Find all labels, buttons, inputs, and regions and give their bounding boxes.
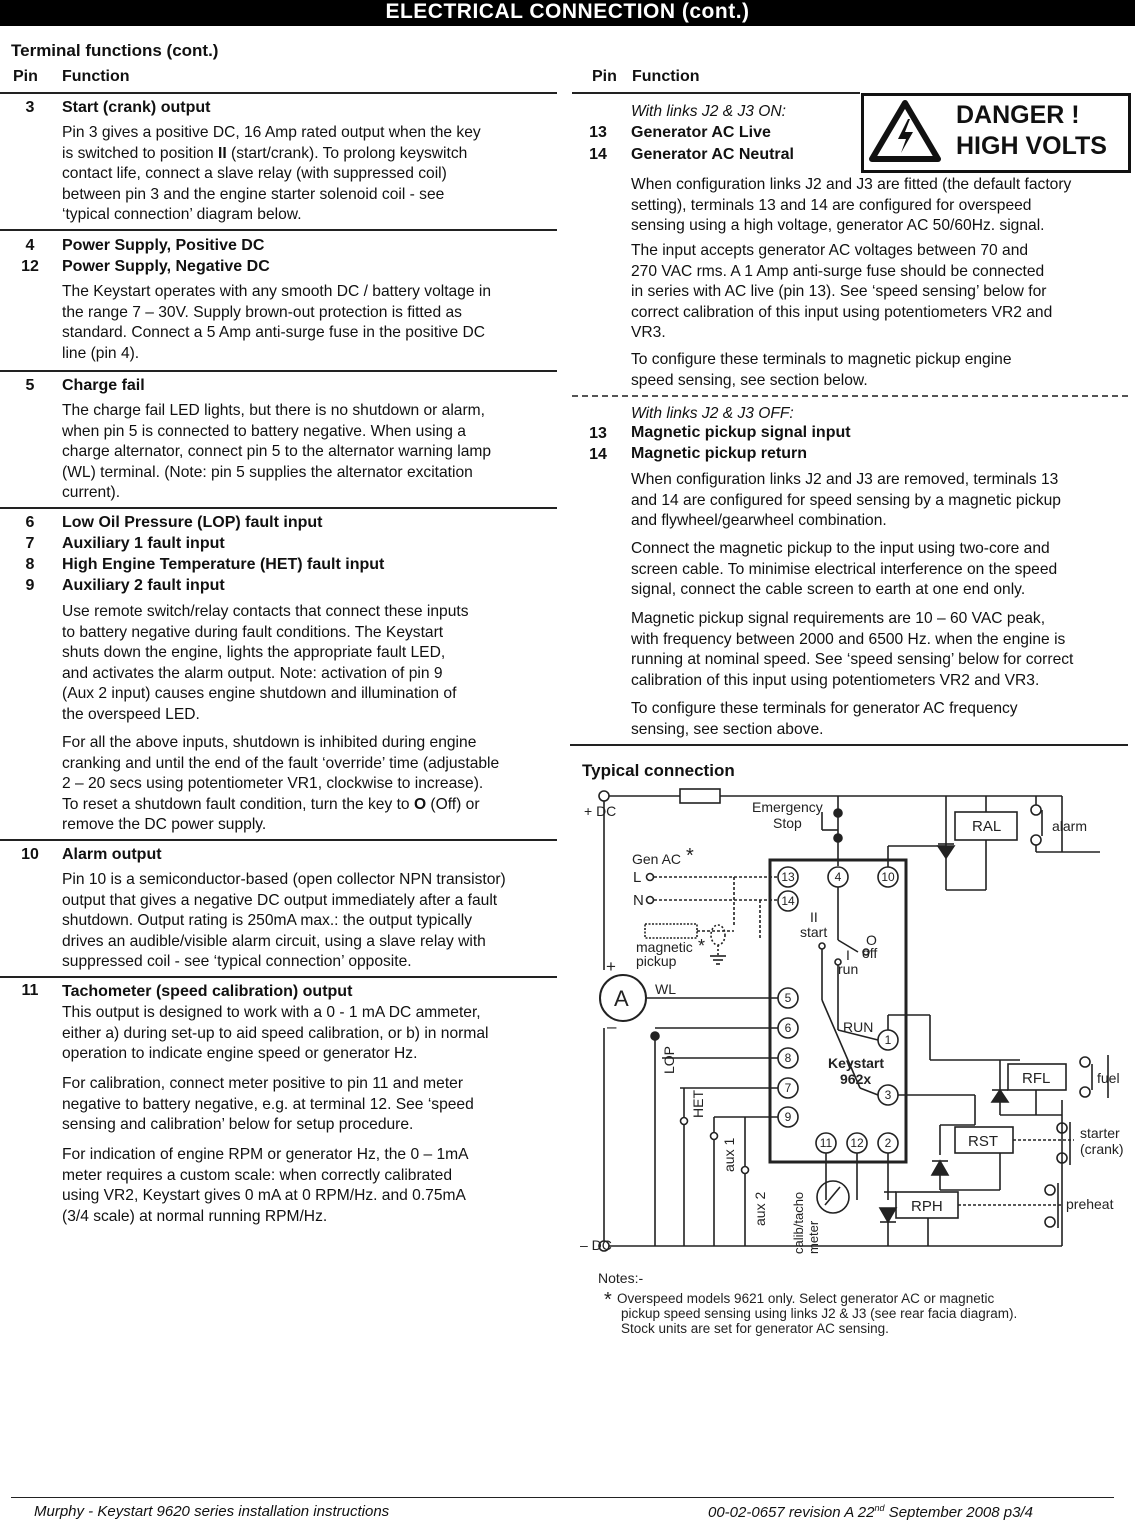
paragraph: Pin 10 is a semiconductor-based (open collector NPN transistor) output that gives a negative DC output immediately after a fault shutdown. Output rating is 250mA max.: the output typically drives an audible/visible alarm circuit, using a slave relay with suppressed coil - see ‘typical connection’ opposite.: [62, 871, 506, 970]
paragraph: Use remote switch/relay contacts that connect these inputs to battery negative during fault conditions. The Keystart shuts down the engine, lights the appropriate fault LED, and activates the alarm output. Note: activation of pin 9 (Aux 2 input) causes engine shutdown and illumination of the overspeed LED.: [62, 603, 469, 723]
meter-label: meter: [806, 1220, 821, 1254]
pin-number: 11: [21, 982, 39, 999]
rst-label: RST: [968, 1133, 998, 1150]
starter-label: starter: [1080, 1125, 1120, 1141]
pin-number: 12: [21, 258, 39, 275]
magnetic-label: magnetic: [636, 939, 693, 955]
pin-header: Pin: [592, 68, 617, 85]
tacho-meter: [817, 1181, 849, 1213]
paragraph: When configuration links J2 and J3 are fitted (the default factory setting), terminals 13 and 14 are configured for overspeed sensing using a high voltage, generator AC 50/60Hz. signal.: [631, 176, 1072, 234]
stop-label: Stop: [773, 815, 802, 831]
rph-label: RPH: [911, 1198, 943, 1215]
wl-label: WL: [655, 981, 676, 997]
pin-number: 14: [589, 446, 607, 463]
plus-label: +: [606, 957, 616, 976]
paragraph: This output is designed to work with a 0 - 1 mA DC ammeter, either a) during set-up to aid speed calibration, or b) in normal operation to indicate engine speed or generator Hz.: [62, 1004, 489, 1062]
pin-number: 14: [589, 146, 607, 163]
divider: [0, 370, 557, 372]
paragraph: The input accepts generator AC voltages between 70 and 270 VAC rms. A 1 Amp anti-surge fuse should be connected in series with AC live (pin 13). See ‘speed sensing’ below for correct calibration of this input using potentiometers VR2 and VR3.: [631, 242, 1053, 341]
header-rule: [0, 92, 557, 94]
neutral-label: N: [633, 892, 644, 909]
paragraph: For calibration, connect meter positive to pin 11 and meter negative to battery negative, e.g. at terminal 12. See ‘speed sensing and calibration’ below for setup procedure.: [62, 1075, 474, 1133]
function-header: Function: [62, 68, 130, 85]
notes-title: Notes:-: [598, 1270, 644, 1286]
terminal-label: 6: [784, 1021, 792, 1035]
rfl-label: RFL: [1022, 1070, 1051, 1087]
section-title: Terminal functions (cont.): [11, 41, 219, 60]
high-voltage-icon: [868, 99, 942, 163]
asterisk: *: [686, 845, 694, 867]
crank-label: (crank): [1080, 1141, 1124, 1157]
calib-label: calib/tacho: [791, 1191, 806, 1254]
alarm-label: alarm: [1052, 818, 1088, 834]
function-title: Auxiliary 1 fault input: [62, 535, 225, 552]
pin-number: 9: [25, 577, 35, 594]
dashed-divider: [572, 395, 1128, 397]
function-title: Magnetic pickup return: [631, 445, 808, 462]
divider: [0, 976, 557, 978]
divider: [570, 744, 1128, 746]
function-title: Generator AC Neutral: [631, 146, 794, 163]
key-o-label: O: [866, 932, 877, 948]
terminal-label: 11: [819, 1136, 833, 1150]
header-rule: [572, 92, 860, 94]
function-title: Magnetic pickup signal input: [631, 424, 851, 441]
lop-label: LOP: [661, 1045, 677, 1074]
asterisk: *: [604, 1289, 612, 1311]
ammeter-label: A: [614, 986, 629, 1011]
key-run-label: run: [838, 961, 859, 977]
paragraph: Connect the magnetic pickup to the input using two-core and screen cable. To minimise electrical interference on the speed signal, connect the cable screen to earth at one end only.: [631, 540, 1058, 598]
pin-number: 10: [21, 846, 39, 863]
footer-rule: [11, 1497, 1114, 1498]
function-title: Alarm output: [62, 846, 162, 863]
page-banner: ELECTRICAL CONNECTION (cont.): [0, 0, 1135, 26]
pin-number: 5: [25, 377, 35, 394]
wiring-diagram: [570, 780, 1135, 1345]
paragraph: The charge fail LED lights, but there is no shutdown or alarm, when pin 5 is connected to battery negative. When using a charge alternator, connect pin 5 to the alternator warning lamp (WL) terminal. (Note: pin 5 supplies the alternator excitation current).: [62, 402, 492, 501]
ral-label: RAL: [972, 818, 1002, 835]
asterisk: *: [698, 936, 706, 956]
paragraph: Magnetic pickup signal requirements are 10 – 60 VAC peak, with frequency between 2000 and 6500 Hz. when the engine is running at nominal speed. See ‘speed sensing’ below for correct calibration of this input using potentiometers VR2 and VR3.: [631, 610, 1074, 689]
paragraph: Pin 3 gives a positive DC, 16 Amp rated output when the key is switched to position II (start/crank). To prolong keyswitch contact life, connect a slave relay (with suppressed coil) between pin 3 and the engine starter solenoid coil - see ‘typical connection’ diagram below.: [62, 124, 481, 223]
pin-number: 13: [589, 425, 607, 442]
function-title: Low Oil Pressure (LOP) fault input: [62, 514, 323, 531]
terminal-label: 10: [881, 870, 895, 884]
note-line: Stock units are set for generator AC sensing.: [621, 1321, 889, 1336]
divider: [0, 839, 557, 841]
plus-dc-label: + DC: [584, 803, 617, 819]
function-title: Auxiliary 2 fault input: [62, 577, 225, 594]
terminal-label: 2: [884, 1136, 892, 1150]
danger-text: DANGER ! HIGH VOLTS: [956, 101, 1107, 160]
note-line: Overspeed models 9621 only. Select generator AC or magnetic: [617, 1291, 995, 1306]
footer-document-info: 00-02-0657 revision A 22nd September 2008 p3/4: [708, 1503, 1033, 1521]
plus-dc-terminal: [599, 791, 609, 801]
het-label: HET: [690, 1090, 706, 1118]
terminal-label: 4: [834, 870, 842, 884]
pickup-label: pickup: [636, 953, 677, 969]
keystart-label: Keystart: [828, 1055, 885, 1071]
aux1-label: aux 1: [721, 1137, 737, 1172]
paragraph: When configuration links J2 and J3 are removed, terminals 13 and 14 are configured for speed sensing by a magnetic pickup and flywheel/gearwheel combination.: [631, 471, 1061, 529]
terminal-label: 9: [784, 1110, 792, 1124]
function-title: Tachometer (speed calibration) output: [62, 983, 353, 1000]
function-title: Start (crank) output: [62, 99, 211, 116]
terminal-label: 7: [784, 1081, 792, 1095]
paragraph: For indication of engine RPM or generator Hz, the 0 – 1mA meter requires a custom scale: when correctly calibrated using VR2, Keystart gives 0 mA at 0 RPM/Hz. and 0.75mA (3/4 scale) at normal running RPM/Hz.: [62, 1146, 469, 1225]
pin-number: 6: [25, 514, 35, 531]
minus-dc-label: – DC: [580, 1237, 612, 1253]
paragraph: For all the above inputs, shutdown is inhibited during engine cranking and until the end of the fault ‘override’ time (adjustable 2 – 20 secs using potentiometer VR1, clockwise to increase). To reset a shutdown fault condition, turn the key to O (Off) or remove the DC power supply.: [62, 734, 500, 833]
terminal-label: 1: [884, 1033, 892, 1047]
pin-number: 7: [25, 535, 35, 552]
function-title: Power Supply, Positive DC: [62, 237, 265, 254]
magnetic-pickup: [645, 924, 697, 938]
fuse: [680, 789, 720, 803]
terminal-label: 5: [784, 991, 792, 1005]
paragraph: To configure these terminals to magnetic pickup engine speed sensing, see section below.: [631, 351, 1012, 389]
link-condition: With links J2 & J3 OFF:: [631, 405, 794, 422]
emergency-label: Emergency: [752, 799, 823, 815]
function-title: Generator AC Live: [631, 124, 771, 141]
terminal-label: 14: [781, 894, 795, 908]
run-label: RUN: [843, 1019, 874, 1035]
diagram-title: Typical connection: [582, 761, 735, 780]
key-i-label: I: [846, 947, 850, 963]
pin-number: 13: [589, 124, 607, 141]
function-title: Power Supply, Negative DC: [62, 258, 270, 275]
divider: [0, 229, 557, 231]
terminal-label: 3: [884, 1088, 892, 1102]
terminal-label: 13: [781, 870, 795, 884]
terminal-label: 12: [850, 1136, 864, 1150]
preheat-label: preheat: [1066, 1196, 1114, 1212]
key-ii-label: II: [810, 909, 818, 925]
key-off-label: off: [862, 945, 878, 961]
function-title: High Engine Temperature (HET) fault input: [62, 556, 385, 573]
note-line: pickup speed sensing using links J2 & J3 (see rear facia diagram).: [621, 1306, 1018, 1321]
link-condition: With links J2 & J3 ON:: [631, 103, 786, 120]
function-title: Charge fail: [62, 377, 145, 394]
model-label: 962x: [840, 1071, 872, 1087]
live-label: L: [633, 869, 642, 886]
key-start-label: start: [800, 924, 828, 940]
minus-label: –: [607, 1017, 617, 1036]
gen-ac-label: Gen AC: [632, 851, 682, 867]
terminal-label: 8: [784, 1051, 792, 1065]
paragraph: To configure these terminals for generator AC frequency sensing, see section above.: [631, 700, 1018, 738]
footer-title: Murphy - Keystart 9620 series installation instructions: [34, 1503, 390, 1520]
divider: [0, 507, 557, 509]
aux2-label: aux 2: [752, 1191, 768, 1226]
paragraph: The Keystart operates with any smooth DC / battery voltage in the range 7 – 30V. Supply brown-out protection is fitted as standard. Connect a 5 Amp anti-surge fuse in the positive DC line (pin 4).: [62, 283, 492, 362]
pin-number: 3: [25, 99, 35, 116]
function-header: Function: [632, 68, 700, 85]
pin-number: 8: [25, 556, 35, 573]
pin-header: Pin: [13, 68, 38, 85]
pin-number: 4: [25, 237, 35, 254]
danger-warning-box: [861, 93, 1131, 173]
fuel-label: fuel: [1097, 1070, 1120, 1086]
